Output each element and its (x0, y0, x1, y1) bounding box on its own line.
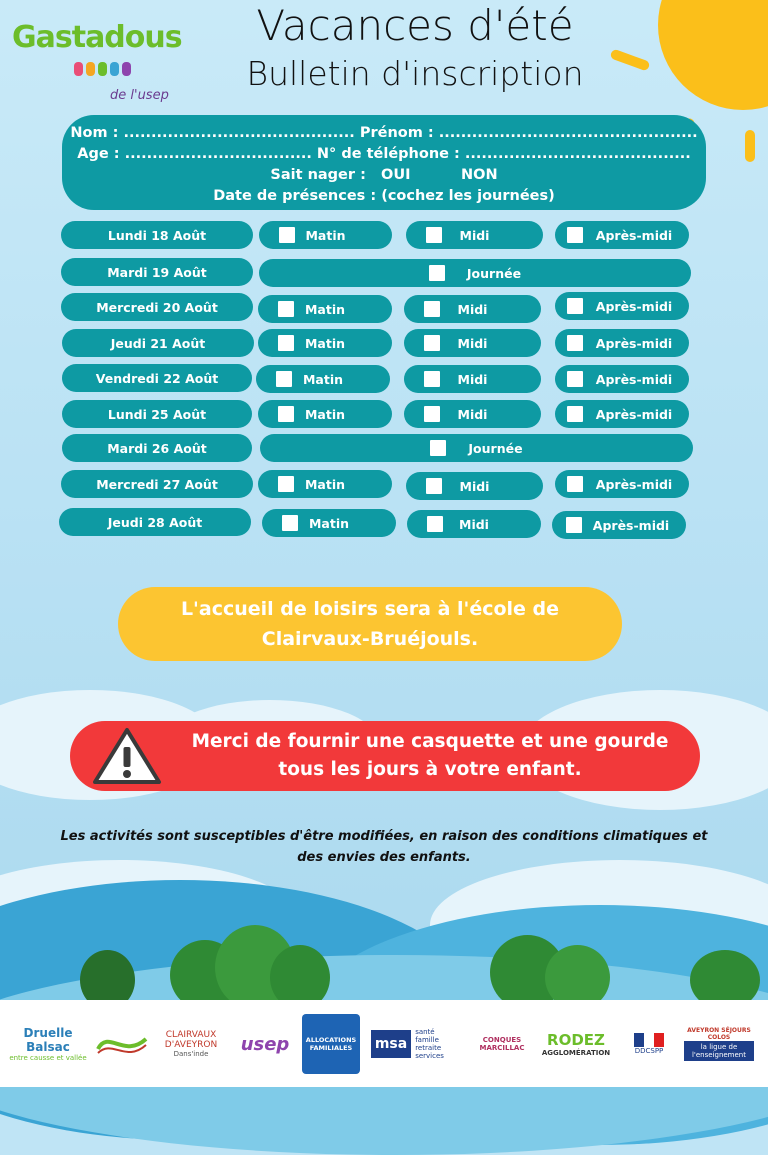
page-title-block (230, 0, 600, 96)
usep-logo: usep (240, 1033, 290, 1055)
checkbox[interactable] (276, 371, 292, 387)
slot-matin[interactable]: Matin (258, 400, 392, 428)
slot-midi[interactable]: Midi (404, 295, 541, 323)
page-title: Vacances d'été (256, 1, 574, 50)
swim-line[interactable]: Sait nager : OUI NON (270, 167, 498, 183)
checkbox[interactable] (278, 406, 294, 422)
note-line-1: Les activités sont susceptibles d'être modifiées, en raison des conditions climatiques et (60, 829, 708, 844)
note-line-2: des envies des enfants. (297, 850, 471, 865)
checkbox[interactable] (566, 517, 582, 533)
day-label: Jeudi 28 Août (59, 508, 251, 536)
sun-ray (745, 130, 755, 162)
notice-line-1: L'accueil de loisirs sera à l'école de (180, 598, 560, 620)
registration-fields (62, 115, 706, 210)
age-phone-line[interactable]: Age : .................................. N° de téléphone : ......................................... (77, 146, 691, 162)
slot-apres-midi[interactable]: Après-midi (555, 329, 689, 357)
day-label: Lundi 18 Août (61, 221, 253, 249)
slot-matin[interactable]: Matin (258, 329, 392, 357)
slot-matin[interactable]: Matin (256, 365, 390, 393)
slot-matin[interactable]: Matin (258, 295, 392, 323)
slot-midi[interactable]: Midi (406, 221, 543, 249)
checkbox[interactable] (429, 265, 445, 281)
slot-journee[interactable]: Journée (259, 259, 691, 287)
checkbox[interactable] (278, 476, 294, 492)
alert-line-2: tous les jours à votre enfant. (278, 759, 582, 780)
day-label: Mercredi 27 Août (61, 470, 253, 498)
ddcspp-logo: DDCSPP (622, 1014, 676, 1074)
checkbox[interactable] (424, 335, 440, 351)
children-icon (74, 62, 134, 78)
slot-apres-midi[interactable]: Après-midi (555, 292, 689, 320)
day-label: Lundi 25 Août (62, 400, 252, 428)
presence-line: Date de présences : (cochez les journées) (213, 188, 555, 204)
disclaimer-note (40, 826, 728, 868)
checkbox[interactable] (567, 476, 583, 492)
page-subtitle: Bulletin d'inscription (246, 54, 584, 93)
day-label: Mardi 26 Août (62, 434, 252, 462)
equipment-alert (70, 721, 700, 791)
day-label: Jeudi 21 Août (62, 329, 254, 357)
checkbox[interactable] (279, 227, 295, 243)
slot-matin[interactable]: Matin (258, 470, 392, 498)
checkbox[interactable] (278, 301, 294, 317)
msa-logo: msa santé famille retraite services (366, 1014, 464, 1074)
slot-apres-midi[interactable]: Après-midi (555, 365, 689, 393)
slot-matin[interactable]: Matin (259, 221, 392, 249)
slot-midi[interactable]: Midi (404, 400, 541, 428)
checkbox[interactable] (567, 335, 583, 351)
slot-apres-midi[interactable]: Après-midi (555, 470, 689, 498)
caf-logo: ALLOCATIONS FAMILIALES (302, 1014, 360, 1074)
day-label: Vendredi 22 Août (62, 364, 252, 392)
checkbox[interactable] (278, 335, 294, 351)
checkbox[interactable] (424, 301, 440, 317)
day-label: Mardi 19 Août (61, 258, 253, 286)
checkbox[interactable] (426, 227, 442, 243)
checkbox[interactable] (567, 406, 583, 422)
rodez-logo: RODEZ AGGLOMÉRATION (541, 1031, 611, 1057)
checkbox[interactable] (567, 227, 583, 243)
partner-logos-footer (0, 1000, 768, 1087)
slot-journee[interactable]: Journée (260, 434, 693, 462)
checkbox[interactable] (424, 406, 440, 422)
slot-midi[interactable]: Midi (404, 329, 541, 357)
druelle-balsac-logo: Druelle Balsac entre causse et vallée (9, 1026, 87, 1062)
ligue-enseignement-logo: AVEYRON SÉJOURS COLOS la ligue de l'enseignement (684, 1014, 754, 1074)
day-label: Mercredi 20 Août (61, 293, 253, 321)
checkbox[interactable] (424, 371, 440, 387)
checkbox[interactable] (430, 440, 446, 456)
warning-icon (92, 727, 162, 785)
alert-line-1: Merci de fournir une casquette et une gourde (191, 731, 669, 752)
conques-marcillac-logo: CONQUES MARCILLAC (479, 1036, 525, 1052)
notice-line-2: Clairvaux-Bruéjouls. (261, 628, 479, 650)
slot-midi[interactable]: Midi (404, 365, 541, 393)
checkbox[interactable] (282, 515, 298, 531)
slot-midi[interactable]: Midi (407, 510, 541, 538)
checkbox[interactable] (427, 516, 443, 532)
slot-apres-midi[interactable]: Après-midi (555, 400, 689, 428)
slot-apres-midi[interactable]: Après-midi (552, 511, 686, 539)
name-line[interactable]: Nom : .......................................... Prénom : ............................................... (70, 125, 698, 141)
curve-logo (92, 1014, 152, 1074)
gastadous-logo (12, 20, 182, 110)
logo-word: Gastadous (12, 20, 182, 55)
slot-apres-midi[interactable]: Après-midi (555, 221, 689, 249)
checkbox[interactable] (426, 478, 442, 494)
slot-midi[interactable]: Midi (406, 472, 543, 500)
logo-sub: de l'usep (110, 88, 169, 103)
checkbox[interactable] (567, 298, 583, 314)
location-notice (118, 587, 622, 661)
checkbox[interactable] (567, 371, 583, 387)
clairvaux-logo: CLAIRVAUX D'AVEYRON Dans'inde (164, 1030, 218, 1058)
slot-matin[interactable]: Matin (262, 509, 396, 537)
